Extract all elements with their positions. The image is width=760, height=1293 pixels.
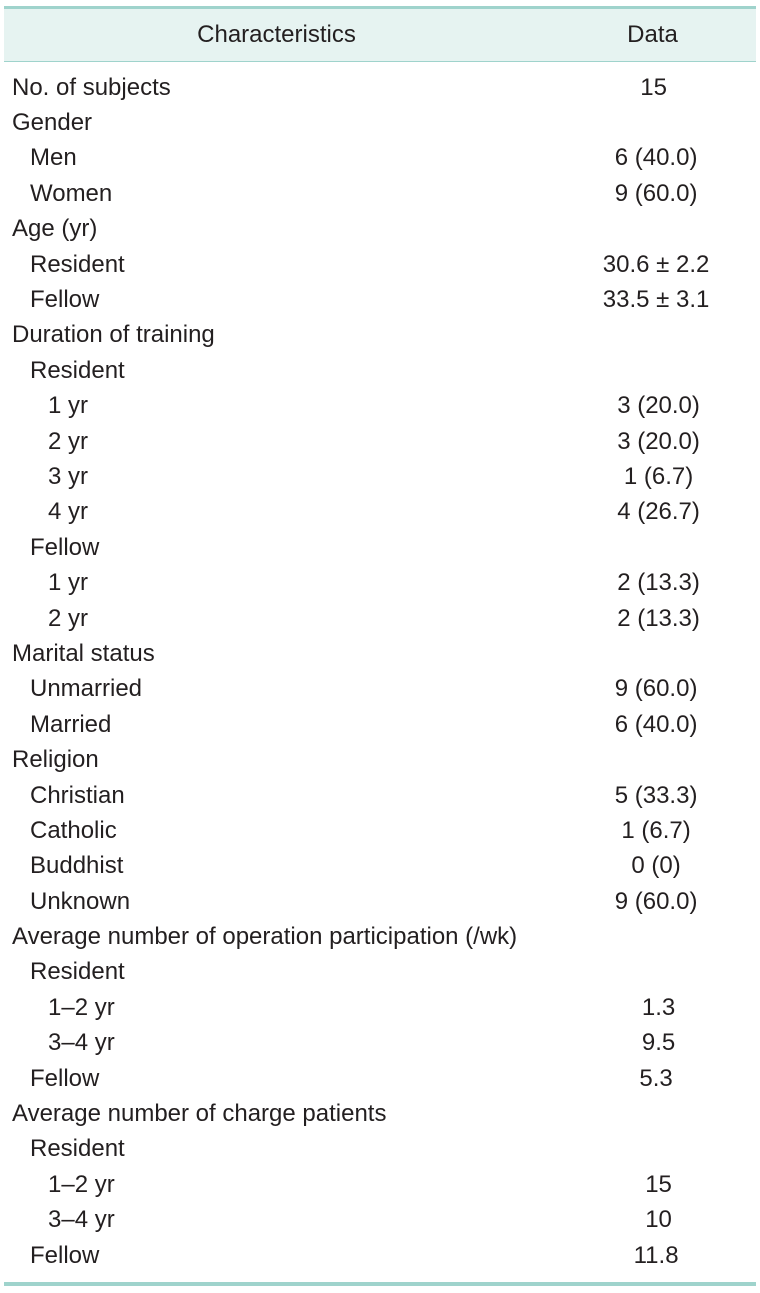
table-row	[4, 318, 756, 353]
row-label: 3–4 yr	[48, 1029, 115, 1057]
table-row	[4, 282, 756, 317]
row-label: 2 yr	[48, 604, 89, 632]
table-row	[4, 672, 756, 707]
row-value: 1 (6.7)	[623, 462, 694, 490]
row-value: 33.5 ± 3.1	[602, 286, 710, 314]
row-value: 9 (60.0)	[614, 887, 698, 915]
table-row	[4, 884, 756, 919]
table-row	[4, 1096, 756, 1131]
table-row	[4, 353, 756, 388]
table-row	[4, 813, 756, 848]
table-row	[4, 70, 756, 105]
table-row	[4, 495, 756, 530]
row-label: Fellow	[30, 1241, 100, 1269]
row-value: 5.3	[639, 1064, 673, 1092]
table-row	[4, 530, 756, 565]
table-row	[4, 742, 756, 777]
row-label: No. of subjects	[12, 73, 171, 101]
table-row	[4, 459, 756, 494]
row-label: Resident	[30, 958, 125, 986]
row-label: Age (yr)	[12, 215, 98, 243]
row-value: 6 (40.0)	[614, 144, 698, 172]
table-row	[4, 778, 756, 813]
table-body	[4, 62, 756, 1273]
row-label: Unmarried	[30, 675, 143, 703]
table-row	[4, 1238, 756, 1273]
row-label: Fellow	[30, 1064, 100, 1092]
row-label: 2 yr	[48, 427, 89, 455]
table-row	[4, 919, 756, 954]
row-value: 10	[645, 1206, 672, 1234]
row-label: Women	[30, 179, 113, 207]
row-label: Duration of training	[12, 321, 215, 349]
row-value: 9 (60.0)	[614, 675, 698, 703]
table-row	[4, 849, 756, 884]
row-value: 4 (26.7)	[617, 498, 700, 526]
row-value: 11.8	[633, 1241, 679, 1269]
row-value: 2 (13.3)	[617, 569, 700, 597]
row-label: Married	[30, 710, 112, 738]
row-label: 1–2 yr	[48, 1170, 115, 1198]
row-label: Average number of operation participation (/wk)	[12, 923, 518, 951]
row-label: Christian	[30, 781, 125, 809]
row-value: 9.5	[641, 1029, 676, 1057]
table-row	[4, 424, 756, 459]
row-value: 6 (40.0)	[614, 710, 698, 738]
row-value: 5 (33.3)	[614, 781, 698, 809]
table-row	[4, 990, 756, 1025]
table-row	[4, 1132, 756, 1167]
table-row	[4, 636, 756, 671]
table-row	[4, 707, 756, 742]
row-label: 1–2 yr	[48, 993, 115, 1021]
table-header	[4, 9, 756, 62]
row-value: 0 (0)	[631, 852, 681, 880]
row-value: 3 (20.0)	[617, 427, 700, 455]
table-row	[4, 389, 756, 424]
row-value: 3 (20.0)	[617, 392, 700, 420]
table-row	[4, 1167, 756, 1202]
row-label: Resident	[30, 356, 125, 384]
row-value: 1 (6.7)	[621, 816, 691, 844]
table-row	[4, 212, 756, 247]
row-label: Resident	[30, 1135, 125, 1163]
table-row	[4, 1203, 756, 1238]
row-value: 15	[645, 1170, 672, 1198]
row-value: 2 (13.3)	[617, 604, 700, 632]
characteristics-table	[4, 6, 756, 1273]
row-label: 3 yr	[48, 462, 89, 490]
table-row	[4, 601, 756, 636]
table-row	[4, 1061, 756, 1096]
row-label: Men	[30, 144, 77, 172]
row-label: Fellow	[30, 533, 100, 561]
table-row	[4, 955, 756, 990]
row-label: 1 yr	[48, 569, 89, 597]
table-row	[4, 141, 756, 176]
row-label: 1 yr	[48, 392, 89, 420]
header-data: Data	[627, 21, 678, 48]
table-row	[4, 565, 756, 600]
row-label: Marital status	[12, 639, 155, 667]
table-row	[4, 176, 756, 211]
row-label: Buddhist	[30, 852, 124, 880]
bottom-rule	[4, 1282, 756, 1286]
table-row	[4, 105, 756, 140]
row-value: 15	[640, 73, 667, 101]
row-label: Average number of charge patients	[12, 1100, 387, 1128]
table-row	[4, 1026, 756, 1061]
row-label: Unknown	[30, 887, 131, 915]
table-row	[4, 247, 756, 282]
row-label: Resident	[30, 250, 125, 278]
row-label: Religion	[12, 746, 99, 774]
row-label: Gender	[12, 109, 93, 137]
row-label: Fellow	[30, 286, 100, 314]
row-value: 30.6 ± 2.2	[602, 250, 710, 278]
row-value: 1.3	[641, 993, 676, 1021]
row-label: 3–4 yr	[48, 1206, 115, 1234]
row-label: Catholic	[30, 816, 117, 844]
row-label: 4 yr	[48, 498, 89, 526]
header-characteristics: Characteristics	[197, 21, 356, 48]
row-value: 9 (60.0)	[614, 179, 698, 207]
